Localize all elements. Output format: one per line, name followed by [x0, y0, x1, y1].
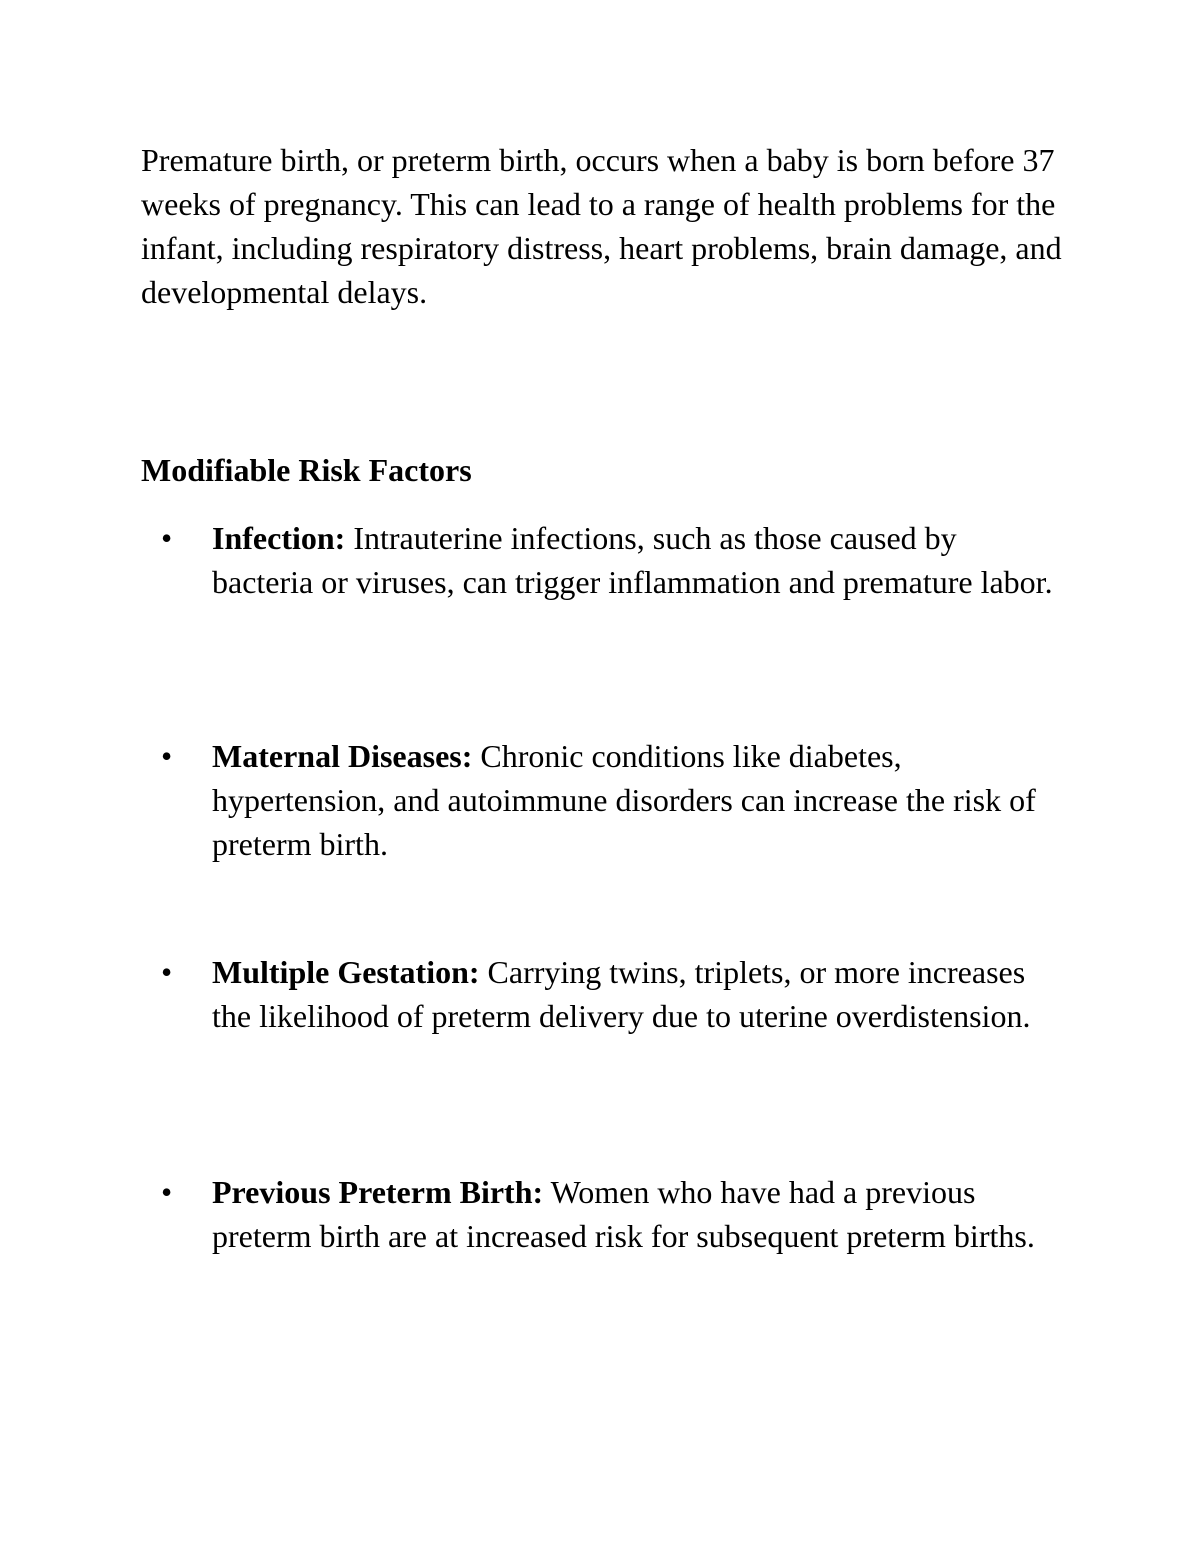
- bullet-icon: •: [161, 738, 173, 774]
- risk-factor-term: Infection:: [212, 520, 346, 556]
- risk-factor-text: [212, 516, 1062, 604]
- risk-factor-term: Multiple Gestation:: [212, 954, 480, 990]
- risk-factor-term: Maternal Diseases:: [212, 738, 473, 774]
- risk-factor-description: Chronic conditions like diabetes, hypertension, and autoimmune disorders can increase the risk of preterm birth.: [212, 738, 1036, 862]
- risk-factor-description: Intrauterine infections, such as those caused by bacteria or viruses, can trigger inflammation and premature labor.: [212, 520, 1053, 600]
- risk-factor-description: Women who have had a previous preterm birth are at increased risk for subsequent preterm births.: [212, 1174, 1035, 1254]
- risk-factor-description: Carrying twins, triplets, or more increases the likelihood of preterm delivery due to uterine overdistension.: [212, 954, 1031, 1034]
- bullet-icon: •: [161, 954, 173, 990]
- risk-factor-text: [212, 950, 1062, 1038]
- section-heading: Modifiable Risk Factors: [141, 452, 472, 488]
- intro-paragraph: Premature birth, or preterm birth, occurs when a baby is born before 37 weeks of pregnancy. This can lead to a range of health problems for the infant, including respiratory distress, heart problems, brain damage, and developmental delays.: [141, 142, 1062, 310]
- risk-factor-text: [212, 734, 1062, 866]
- bullet-icon: •: [161, 520, 173, 556]
- bullet-icon: •: [161, 1174, 173, 1210]
- risk-factor-term: Previous Preterm Birth:: [212, 1174, 544, 1210]
- risk-factor-text: [212, 1170, 1062, 1258]
